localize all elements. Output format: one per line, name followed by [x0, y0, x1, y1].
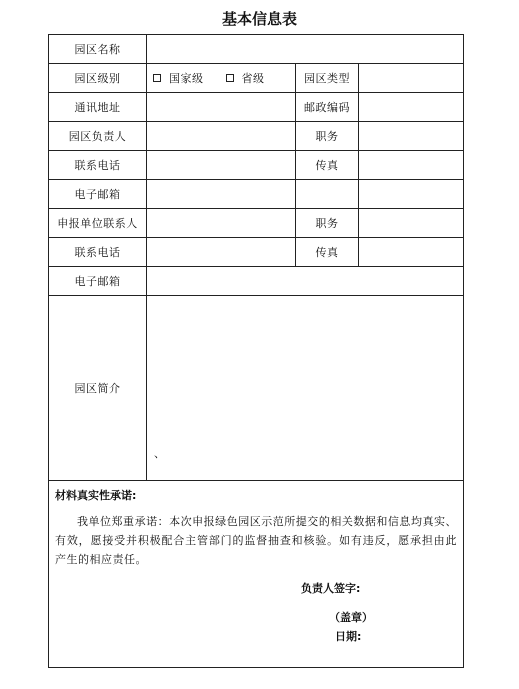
checkbox-icon[interactable]: [153, 74, 161, 82]
manager-email-label: 电子邮箱: [74, 187, 121, 201]
contact-email-label: 电子邮箱: [74, 274, 121, 288]
postcode-label: 邮政编码: [304, 100, 350, 114]
level-option-provincial-label: 省级: [241, 71, 265, 85]
basic-info-table: [48, 34, 464, 668]
park-type-label: 园区类型: [304, 71, 350, 85]
manager-fax-label: 传真: [315, 158, 339, 172]
level-option-national[interactable]: [153, 70, 204, 86]
park-level-options: [153, 63, 293, 92]
date-label: 日期:: [335, 630, 362, 643]
contact-position-label: 职务: [315, 216, 339, 230]
manager-phone-label: 联系电话: [74, 158, 121, 172]
intro-mark: 、: [154, 447, 165, 460]
pledge-text: 我单位郑重承诺：本次申报绿色园区示范所提交的相关数据和信息均真实、有效，愿接受并积极配合主管部门的监督抽查和核验。如有违反，愿承担由此产生的相应责任。: [55, 515, 457, 566]
page-title: 基本信息表: [221, 10, 297, 28]
park-intro-label: 园区简介: [74, 381, 121, 395]
contact-fax-label: 传真: [315, 245, 339, 259]
pledge-title: 材料真实性承诺:: [55, 489, 137, 502]
contact-label: 申报单位联系人: [57, 216, 138, 230]
contact-phone-label: 联系电话: [74, 245, 121, 259]
park-name-label: 园区名称: [74, 43, 121, 56]
level-option-provincial[interactable]: [226, 70, 265, 86]
manager-position-label: 职务: [315, 129, 339, 143]
manager-label: 园区负责人: [68, 129, 127, 143]
level-option-national-label: 国家级: [169, 71, 204, 85]
seal-label: （盖章）: [329, 611, 373, 624]
address-label: 通讯地址: [74, 100, 121, 114]
checkbox-icon[interactable]: [226, 74, 234, 82]
signature-label: 负责人签字:: [301, 582, 361, 595]
park-level-label: 园区级别: [74, 71, 121, 85]
